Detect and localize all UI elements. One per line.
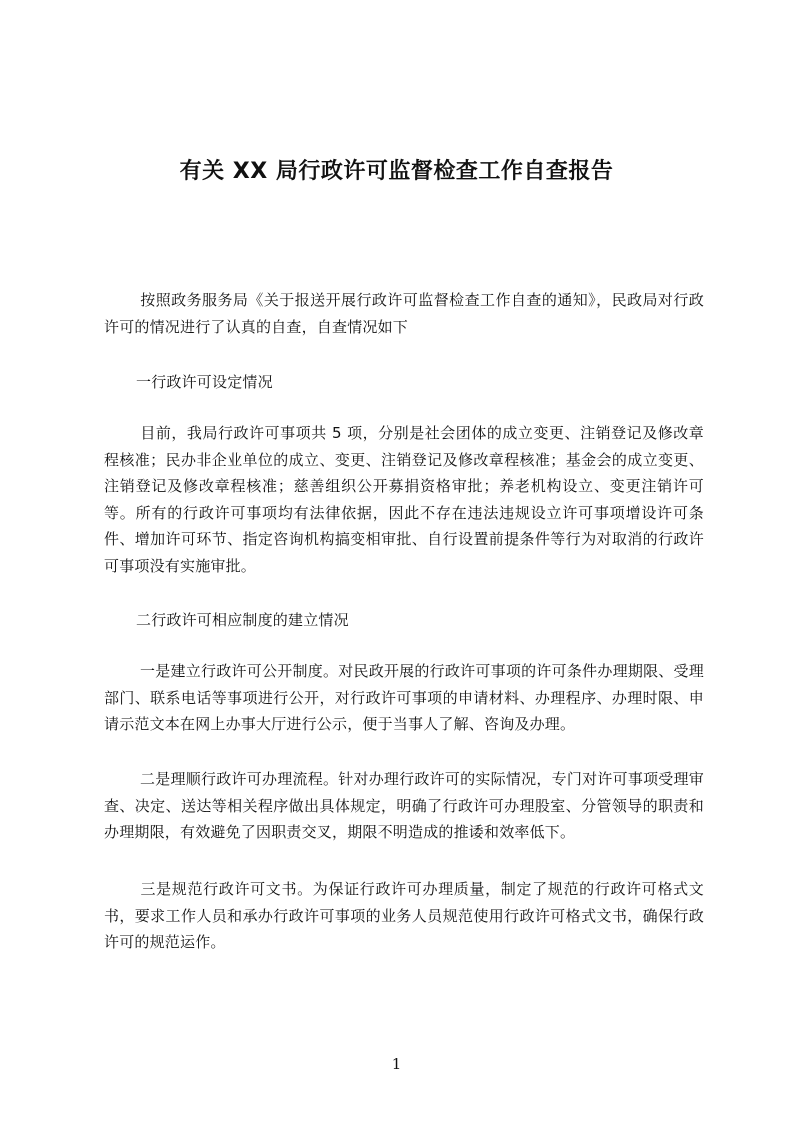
intro-text: 按照政务服务局《关于报送开展行政许可监督检查工作自查的通知》，民政局对行政许可的情况进行了认真的自查，自查情况如下 [104,291,704,336]
point3-paragraph [104,876,704,956]
section1-paragraph [104,420,704,579]
point1-paragraph [104,658,704,738]
section1-text: 目前，我局行政许可事项共 5 项，分别是社会团体的成立变更、注销登记及修改章程核准；民办非企业单位的成立、变更、注销登记及修改章程核准；基金会的成立变更、注销登记及修改章程核准；慈善组织公开募捐资格审批；养老机构设立、变更注销许可等。所有的行政许可事项均有法律依据，因此不存在违法违规设立许可事项增设许可条件、增加许可环节、指定咨询机构搞变相审批、自行设置前提条件等行为对取消的行政许可事项没有实施审批。 [104,424,704,575]
point1-text: 一是建立行政许可公开制度。对民政开展的行政许可事项的许可条件办理期限、受理部门、联系电话等事项进行公开，对行政许可事项的申请材料、办理程序、办理时限、申请示范文本在网上办事大厅进行公示，便于当事人了解、咨询及办理。 [104,662,704,733]
point2-paragraph [104,766,704,846]
section1-heading: 一行政许可设定情况 [136,373,273,391]
point2-text: 二是理顺行政许可办理流程。针对办理行政许可的实际情况，专门对许可事项受理审查、决定、送达等相关程序做出具体规定，明确了行政许可办理股室、分管领导的职责和办理期限，有效避免了因职责交叉，期限不明造成的推诿和效率低下。 [104,770,704,841]
document-title: 有关 XX 局行政许可监督检查工作自查报告 [179,158,614,184]
page-number: 1 [391,1055,402,1073]
section2-heading: 二行政许可相应制度的建立情况 [136,611,349,629]
point3-text: 三是规范行政许可文书。为保证行政许可办理质量，制定了规范的行政许可格式文书，要求工作人员和承办行政许可事项的业务人员规范使用行政许可格式文书，确保行政许可的规范运作。 [104,880,704,951]
intro-paragraph [104,287,704,340]
